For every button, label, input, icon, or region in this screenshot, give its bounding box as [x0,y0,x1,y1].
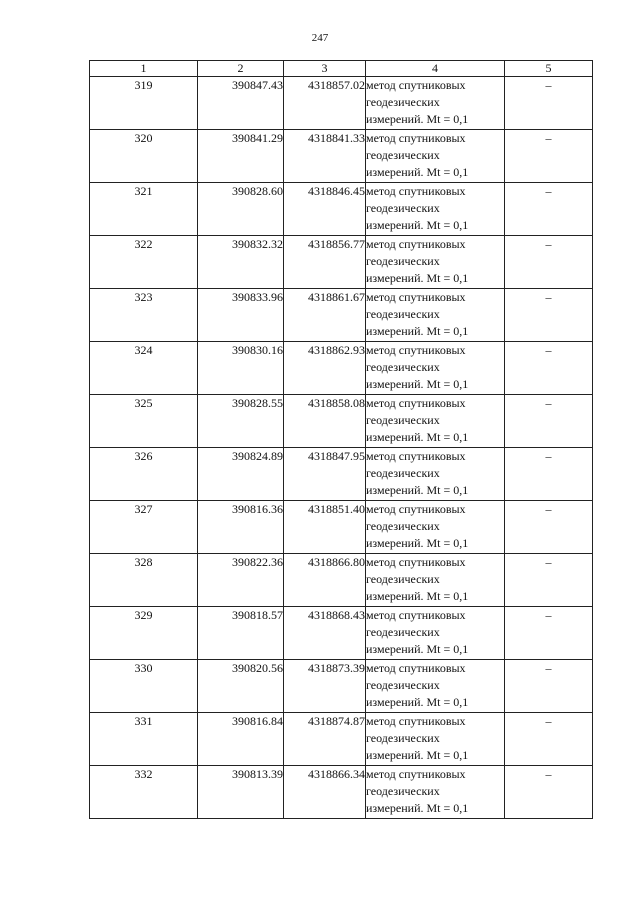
coordinate-y: 4318857.02 [284,77,366,130]
note-dash: – [505,501,593,554]
method-description [366,766,505,819]
point-number: 329 [90,607,198,660]
method-line-3: измерений. Mt = 0,1 [366,801,469,815]
method-line-2: геодезических [366,360,440,374]
method-line-2: геодезических [366,784,440,798]
coordinate-x: 390816.36 [198,501,284,554]
table-row [90,289,593,342]
coordinate-x: 390832.32 [198,236,284,289]
coordinate-y: 4318846.45 [284,183,366,236]
coordinate-y: 4318856.77 [284,236,366,289]
point-number: 322 [90,236,198,289]
coordinate-y: 4318866.80 [284,554,366,607]
method-line-2: геодезических [366,307,440,321]
point-number: 320 [90,130,198,183]
table-row [90,766,593,819]
method-description [366,289,505,342]
method-line-1: метод спутниковых [366,237,466,251]
point-number: 325 [90,395,198,448]
method-line-1: метод спутниковых [366,661,466,675]
method-line-1: метод спутниковых [366,502,466,516]
method-line-3: измерений. Mt = 0,1 [366,112,469,126]
method-line-2: геодезических [366,731,440,745]
method-line-3: измерений. Mt = 0,1 [366,430,469,444]
coordinate-x: 390822.36 [198,554,284,607]
coordinate-x: 390828.60 [198,183,284,236]
method-line-2: геодезических [366,148,440,162]
point-number: 328 [90,554,198,607]
table-row [90,501,593,554]
method-description [366,554,505,607]
column-header-1: 1 [90,61,198,77]
table-row [90,183,593,236]
method-line-3: измерений. Mt = 0,1 [366,218,469,232]
coordinate-y: 4318858.08 [284,395,366,448]
coordinate-x: 390816.84 [198,713,284,766]
method-description [366,342,505,395]
note-dash: – [505,289,593,342]
method-line-1: метод спутниковых [366,714,466,728]
coordinate-x: 390830.16 [198,342,284,395]
point-number: 323 [90,289,198,342]
note-dash: – [505,342,593,395]
coordinate-y: 4318874.87 [284,713,366,766]
table-row [90,660,593,713]
method-line-3: измерений. Mt = 0,1 [366,536,469,550]
method-line-2: геодезических [366,254,440,268]
table-row [90,448,593,501]
note-dash: – [505,395,593,448]
note-dash: – [505,713,593,766]
method-line-3: измерений. Mt = 0,1 [366,589,469,603]
method-line-1: метод спутниковых [366,608,466,622]
coordinate-y: 4318862.93 [284,342,366,395]
method-line-3: измерений. Mt = 0,1 [366,642,469,656]
point-number: 319 [90,77,198,130]
table-row [90,554,593,607]
table-row [90,713,593,766]
method-description [366,660,505,713]
method-line-1: метод спутниковых [366,449,466,463]
coordinate-x: 390841.29 [198,130,284,183]
coordinate-y: 4318851.40 [284,501,366,554]
note-dash: – [505,183,593,236]
method-description [366,130,505,183]
table-row [90,77,593,130]
coordinate-x: 390824.89 [198,448,284,501]
method-description [366,607,505,660]
method-line-1: метод спутниковых [366,78,466,92]
coordinate-x: 390813.39 [198,766,284,819]
method-line-3: измерений. Mt = 0,1 [366,324,469,338]
column-header-2: 2 [198,61,284,77]
coordinate-y: 4318873.39 [284,660,366,713]
note-dash: – [505,607,593,660]
note-dash: – [505,448,593,501]
coordinate-x: 390833.96 [198,289,284,342]
coordinate-y: 4318868.43 [284,607,366,660]
table-row [90,130,593,183]
method-line-1: метод спутниковых [366,131,466,145]
coordinates-table [89,60,593,819]
method-line-1: метод спутниковых [366,767,466,781]
method-line-2: геодезических [366,572,440,586]
coordinate-y: 4318847.95 [284,448,366,501]
method-line-2: геодезических [366,678,440,692]
note-dash: – [505,660,593,713]
method-line-1: метод спутниковых [366,184,466,198]
method-description [366,183,505,236]
column-header-5: 5 [505,61,593,77]
method-line-1: метод спутниковых [366,396,466,410]
table-row [90,607,593,660]
page-number: 247 [311,32,329,44]
table-row [90,342,593,395]
method-line-3: измерений. Mt = 0,1 [366,748,469,762]
coordinate-y: 4318841.33 [284,130,366,183]
note-dash: – [505,236,593,289]
method-line-3: измерений. Mt = 0,1 [366,695,469,709]
coordinate-x: 390820.56 [198,660,284,713]
method-line-1: метод спутниковых [366,555,466,569]
column-header-3: 3 [284,61,366,77]
method-line-1: метод спутниковых [366,343,466,357]
method-line-3: измерений. Mt = 0,1 [366,377,469,391]
method-description [366,713,505,766]
method-description [366,501,505,554]
method-line-3: измерений. Mt = 0,1 [366,271,469,285]
method-line-1: метод спутниковых [366,290,466,304]
method-line-2: геодезических [366,413,440,427]
method-description [366,236,505,289]
point-number: 332 [90,766,198,819]
coordinate-x: 390828.55 [198,395,284,448]
table-row [90,395,593,448]
method-description [366,395,505,448]
note-dash: – [505,130,593,183]
method-line-2: геодезических [366,201,440,215]
header-row [90,61,593,77]
point-number: 324 [90,342,198,395]
note-dash: – [505,77,593,130]
method-line-3: измерений. Mt = 0,1 [366,165,469,179]
coordinate-y: 4318866.34 [284,766,366,819]
point-number: 330 [90,660,198,713]
note-dash: – [505,766,593,819]
method-line-2: геодезических [366,625,440,639]
table-row [90,236,593,289]
coordinate-x: 390818.57 [198,607,284,660]
method-line-2: геодезических [366,519,440,533]
point-number: 321 [90,183,198,236]
point-number: 326 [90,448,198,501]
method-line-3: измерений. Mt = 0,1 [366,483,469,497]
method-line-2: геодезических [366,466,440,480]
note-dash: – [505,554,593,607]
method-description [366,77,505,130]
coordinate-x: 390847.43 [198,77,284,130]
column-header-4: 4 [366,61,505,77]
coordinate-y: 4318861.67 [284,289,366,342]
method-line-2: геодезических [366,95,440,109]
point-number: 327 [90,501,198,554]
method-description [366,448,505,501]
point-number: 331 [90,713,198,766]
